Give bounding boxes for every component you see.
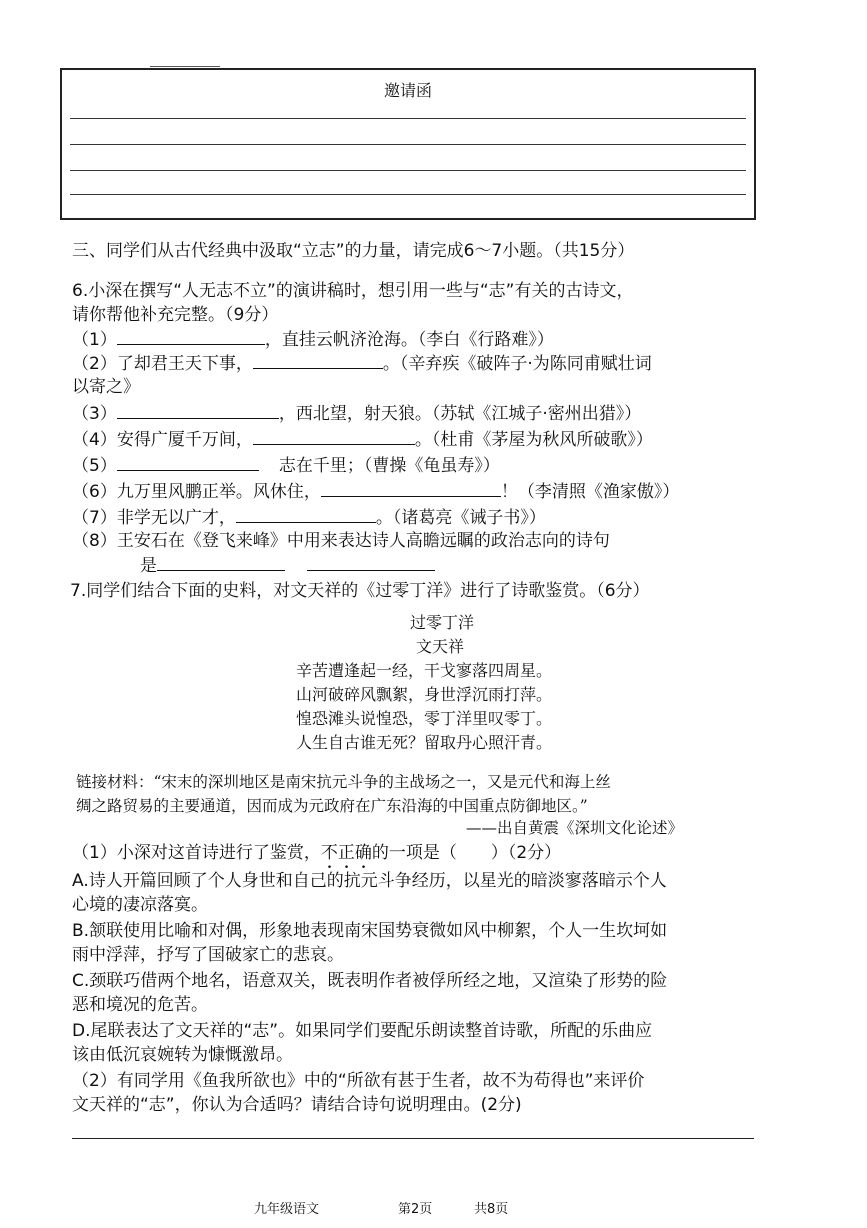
item-text: 安得广厦千万间， [116, 430, 253, 450]
item-number: （6） [72, 482, 117, 502]
answer-blank[interactable] [253, 352, 383, 369]
emphasis-text: 不正确 [320, 843, 372, 863]
option-a-line2: 心境的凄凉落寞。 [72, 895, 208, 915]
item-text: 非学无以广才， [116, 508, 236, 528]
q6-item-4 [72, 428, 653, 451]
poem-line: 人生自古谁无死？留取丹心照汗青。 [296, 733, 553, 752]
answer-line[interactable] [72, 1138, 754, 1139]
sub1-text: 的一项是（ ）（2分） [371, 843, 562, 863]
writing-line[interactable] [70, 170, 746, 171]
item-text: 。（杜甫《茅屋为秋风所破歌》） [414, 430, 653, 450]
answer-blank[interactable] [117, 328, 265, 345]
sub1-text: （1）小深对这首诗进行了鉴赏， [72, 843, 321, 863]
option-c-line1[interactable]: C.颈联巧借两个地名，语意双关，既表明作者被俘所经之地，又渲染了形势的险 [72, 971, 668, 991]
item-number: （8） [72, 531, 117, 551]
item-number: （1） [72, 330, 117, 350]
top-rule [150, 66, 220, 67]
poem-title: 过零丁洋 [410, 613, 475, 632]
link-material-source: ——出自黄震《深圳文化论述》 [466, 819, 684, 837]
footer-subject: 九年级语文 [254, 1202, 320, 1217]
q6-item-8-cont [140, 554, 435, 577]
item-text: 了却君王天下事， [116, 354, 253, 374]
writing-line[interactable] [70, 144, 746, 145]
answer-blank[interactable] [253, 428, 415, 445]
item-text: 王安石在《登飞来峰》中用来表达诗人高瞻远瞩的政治志向的诗句 [116, 531, 610, 551]
option-b-line2: 雨中浮萍，抒写了国破家亡的悲哀。 [72, 945, 344, 965]
item-number: （4） [72, 430, 117, 450]
q7-sub2-line2: 文天祥的“志”，你认为合适吗？请结合诗句说明理由。(2分) [72, 1095, 522, 1115]
link-material-line2: 绸之路贸易的主要通道，因而成为元政府在广东沿海的中国重点防御地区。” [76, 797, 588, 815]
item-text: ，西北望，射天狼。（苏轼《江城子·密州出猎》） [278, 404, 642, 424]
answer-blank[interactable] [307, 554, 435, 571]
item-text: 。（辛弃疾《破阵子·为陈同甫赋壮词 [382, 354, 652, 374]
footer-total: 共8页 [474, 1202, 509, 1217]
item-text: 志在千里；（曹操《龟虽寿》） [278, 456, 500, 476]
q6-item-7 [72, 506, 546, 529]
section-heading: 三、同学们从古代经典中汲取“立志”的力量，请完成6～7小题。（共15分） [72, 241, 635, 261]
option-b-line1[interactable]: B.颔联使用比喻和对偶，形象地表现南宋国势衰微如风中柳絮，个人一生坎坷如 [72, 921, 668, 941]
poem-line: 辛苦遭逢起一经，干戈寥落四周星。 [296, 661, 553, 680]
invitation-title: 邀请函 [383, 81, 432, 100]
q6-item-5 [72, 454, 500, 477]
writing-line[interactable] [70, 194, 746, 195]
answer-blank[interactable] [236, 506, 376, 523]
item-text: ！（李清照《渔家傲》） [500, 482, 680, 502]
item-text: ，直挂云帆济沧海。（李白《行路难》） [264, 330, 554, 350]
q6-stem-line2: 请你帮他补充完整。（9分） [72, 305, 279, 325]
option-c-line2: 恶和境况的危苦。 [72, 995, 208, 1015]
q6-item-8 [72, 530, 610, 552]
item-text: 。（诸葛亮《诫子书》） [375, 508, 546, 528]
q6-item-1 [72, 328, 554, 351]
item-text: 九万里风鹏正举。风休住， [116, 482, 321, 502]
item-number: （3） [72, 404, 117, 424]
q6-stem-line1: 6.小深在撰写“人无志不立”的演讲稿时，想引用一些与“志”有关的古诗文， [72, 281, 634, 301]
q7-stem: 7.同学们结合下面的史料，对文天祥的《过零丁洋》进行了诗歌鉴赏。（6分） [70, 581, 650, 601]
poem-author: 文天祥 [416, 637, 465, 656]
link-material-line1: 链接材料：“宋末的深圳地区是南宋抗元斗争的主战场之一，又是元代和海上丝 [76, 773, 611, 791]
item-number: （5） [72, 456, 117, 476]
option-d-line2: 该由低沉哀婉转为慷慨激昂。 [72, 1045, 293, 1065]
item-number: （2） [72, 354, 117, 374]
q7-sub2-line1: （2）有同学用《鱼我所欲也》中的“所欲有甚于生者，故不为苟得也”来评价 [72, 1071, 645, 1091]
q7-sub1 [72, 842, 561, 873]
footer-page: 第2页 [398, 1202, 433, 1217]
option-a-line1[interactable]: A.诗人开篇回顾了个人身世和自己的抗元斗争经历，以星光的暗淡寥落暗示个人 [72, 871, 667, 891]
invitation-box [60, 68, 756, 220]
q6-item-2 [72, 352, 652, 375]
q6-item-6 [72, 480, 679, 503]
q6-item-2-cont: 以寄之》 [72, 377, 140, 397]
poem-line: 山河破碎风飘絮，身世浮沉雨打萍。 [296, 685, 553, 704]
poem-line: 惶恐滩头说惶恐，零丁洋里叹零丁。 [296, 709, 553, 728]
answer-blank[interactable] [117, 402, 279, 419]
answer-blank[interactable] [117, 454, 259, 471]
q6-item-3 [72, 402, 641, 425]
answer-blank[interactable] [321, 480, 501, 497]
writing-line[interactable] [70, 118, 746, 119]
option-d-line1[interactable]: D.尾联表达了文天祥的“志”。如果同学们要配乐朗读整首诗歌，所配的乐曲应 [72, 1021, 653, 1041]
item-text: 是 [140, 556, 157, 576]
answer-blank[interactable] [157, 554, 285, 571]
item-number: （7） [72, 508, 117, 528]
